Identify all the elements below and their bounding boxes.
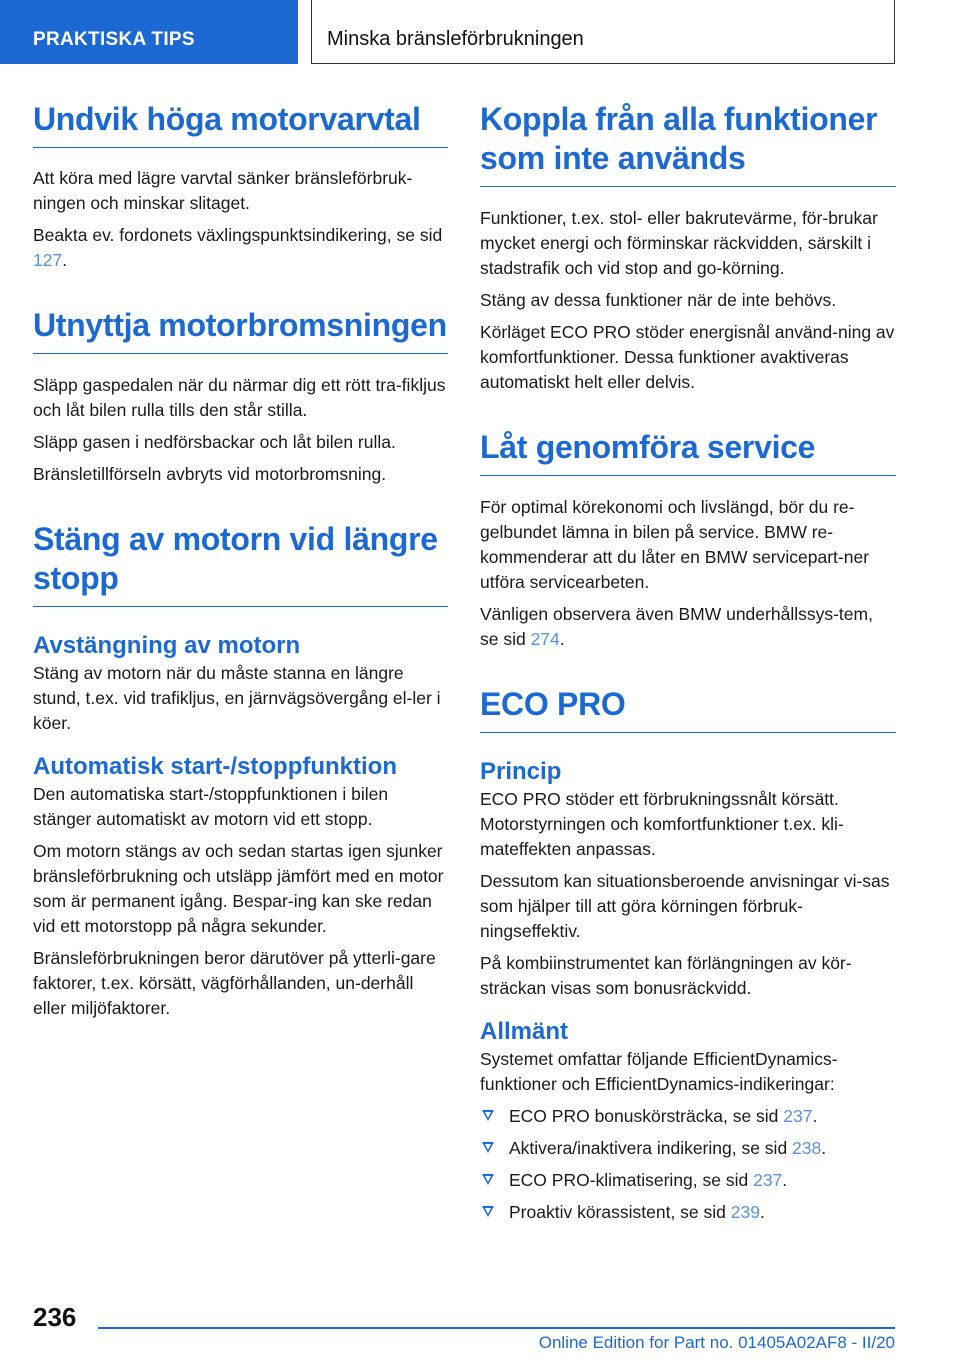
paragraph: Stäng av motorn när du måste stanna en längre stund, t.ex. vid trafikljus, en järnvägsövergång el‐ler i köer. [33, 663, 441, 733]
section-tab-label: PRAKTISKA TIPS [33, 29, 195, 50]
heading-disable-functions: Koppla från alla funktioner som inte används [480, 100, 896, 187]
triangle-bullet-icon [482, 1110, 494, 1121]
paragraph: Släpp gasen i nedförsbackar och låt bilen rulla. [33, 432, 396, 452]
paragraph: Bränsleförbrukningen beror därutöver på ytterli‐gare faktorer, t.ex. körsätt, vägförhållanden, un‐derhåll eller miljöfaktorer. [33, 948, 436, 1018]
page-link[interactable]: 237 [783, 1106, 813, 1126]
left-column [33, 100, 448, 1021]
paragraph: Att köra med lägre varvtal sänker bränsleförbruk‐ningen och minskar slitaget. [33, 168, 413, 213]
paragraph: På kombiinstrumentet kan förlängningen av kör‐sträckan visas som bonusräckvidd. [480, 953, 852, 998]
page-number: 236 [33, 1302, 77, 1332]
subheading-engine-off: Avstängning av motorn [33, 632, 301, 659]
heading-engine-braking: Utnyttja motorbromsningen [33, 306, 448, 354]
subheading-general: Allmänt [480, 1018, 569, 1045]
heading-stop-engine: Stäng av motorn vid längre stopp [33, 520, 448, 607]
paragraph: Släpp gaspedalen när du närmar dig ett rött tra‐fikljus och låt bilen rulla tills den står stilla. [33, 375, 446, 420]
list-item: Proaktiv körassistent, se sid 239. [480, 1200, 896, 1225]
page-link[interactable]: 127 [33, 250, 63, 270]
paragraph: Beakta ev. fordonets växlingspunktsindikering, se sid 127. [33, 225, 443, 270]
page-link[interactable]: 239 [730, 1202, 760, 1222]
triangle-bullet-icon [482, 1174, 494, 1185]
section-tab[interactable] [0, 0, 298, 64]
heading-eco-pro: ECO PRO [480, 685, 896, 733]
heading-avoid-high-rpm: Undvik höga motorvarvtal [33, 100, 448, 148]
list-item: Aktivera/inaktivera indikering, se sid 238. [480, 1136, 896, 1161]
paragraph: Vänligen observera även BMW underhållssys‐tem, se sid 274. [480, 604, 873, 649]
paragraph: Dessutom kan situationsberoende anvisningar vi‐sas som hjälper till att göra körningen förbruk‐ningseffektiv. [480, 871, 890, 941]
subheading-auto-start-stop: Automatisk start-/stoppfunktion [33, 753, 397, 780]
footer-divider [98, 1327, 895, 1329]
chapter-title: Minska bränsleförbrukningen [327, 28, 584, 50]
paragraph: För optimal körekonomi och livslängd, bör du re‐gelbundet lämna in bilen på service. BMW re‐kommenderar att du låter en BMW servicepart‐ner utföra servicearbeten. [480, 497, 870, 592]
footer-edition: Online Edition for Part no. 01405A02AF8 - II/20 [538, 1333, 895, 1352]
triangle-bullet-icon [482, 1142, 494, 1153]
paragraph: Den automatiska start-/stoppfunktionen i bilen stänger automatiskt av motorn vid ett stopp. [33, 784, 389, 829]
paragraph: Om motorn stängs av och sedan startas igen sjunker bränsleförbrukning och utsläpp jämfört med en motor som är permanent igång. Bespar‐ing kan ske redan vid ett motorstopp på några sekunder. [33, 841, 444, 936]
heading-service: Låt genomföra service [480, 428, 896, 476]
chapter-header [311, 0, 895, 64]
paragraph: Funktioner, t.ex. stol- eller bakrutevärme, för‐brukar mycket energi och förminskar räckvidden, särskilt i stadstrafik och vid stop and go-körning. [480, 208, 878, 278]
triangle-bullet-icon [482, 1206, 494, 1217]
paragraph: Körläget ECO PRO stöder energisnål använd‐ning av komfortfunktioner. Dessa funktioner avaktiveras automatiskt helt eller delvis. [480, 322, 895, 392]
paragraph: Stäng av dessa funktioner när de inte behövs. [480, 290, 837, 310]
page-link[interactable]: 238 [792, 1138, 822, 1158]
list-item: ECO PRO bonuskörsträcka, se sid 237. [480, 1104, 896, 1129]
right-column [480, 100, 896, 1225]
feature-list [480, 1104, 896, 1225]
list-item: ECO PRO-klimatisering, se sid 237. [480, 1168, 896, 1193]
paragraph: Systemet omfattar följande EfficientDynamics-funktioner och EfficientDynamics-indikeringar: [480, 1049, 838, 1094]
page-link[interactable]: 274 [530, 629, 560, 649]
paragraph: ECO PRO stöder ett förbrukningssnålt körsätt. Motorstyrningen och komfortfunktioner t.ex. kli‐mateffekten anpassas. [480, 789, 844, 859]
subheading-principle: Princip [480, 758, 562, 785]
paragraph: Bränsletillförseln avbryts vid motorbromsning. [33, 464, 387, 484]
page-link[interactable]: 237 [753, 1170, 783, 1190]
